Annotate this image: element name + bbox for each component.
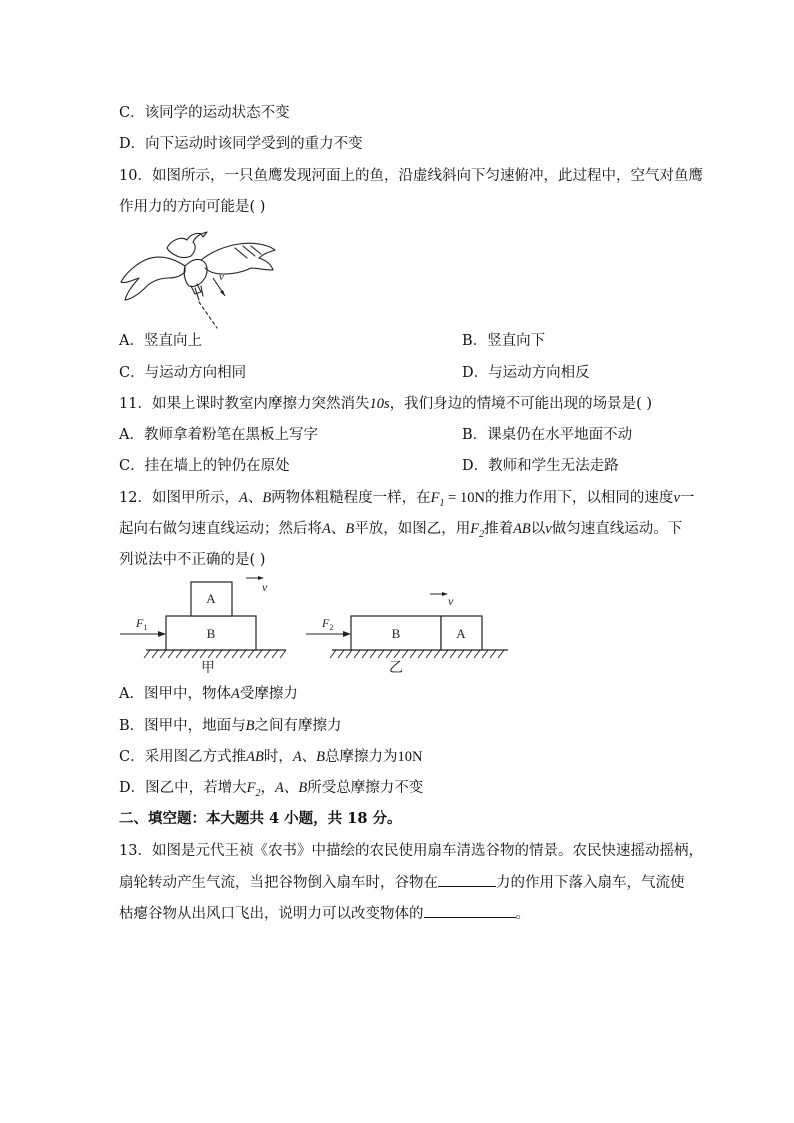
yi-velocity-label: v bbox=[448, 594, 454, 608]
q9-option-c: C．该同学的运动状态不变 bbox=[119, 105, 290, 121]
jia-label-a: A bbox=[206, 591, 216, 606]
q12-option-d-math2: B bbox=[298, 780, 308, 796]
q12-option-c-sep: 、 bbox=[301, 749, 317, 765]
q12-line2-end: 做匀速直线运动。下 bbox=[551, 521, 683, 537]
osprey-body bbox=[184, 259, 207, 286]
jia-label-b: B bbox=[206, 626, 216, 641]
q12-line2-mid: 平放，如图乙，用 bbox=[354, 521, 471, 537]
q12-line1-b: B bbox=[262, 490, 272, 506]
q11-stem-post: ，我们身边的情境不可能出现的场景是( ) bbox=[389, 396, 653, 412]
q12-option-c-math2: A bbox=[292, 749, 302, 765]
q12-line1-f1-sub: 1 bbox=[439, 497, 445, 509]
q12-option-d bbox=[119, 778, 423, 804]
q12-stem-line3: 列说法中不正确的是( ) bbox=[119, 552, 266, 568]
q12-line2-a: A bbox=[322, 521, 331, 537]
q12-option-d-mid: ， bbox=[260, 780, 275, 796]
velocity-label: v bbox=[219, 271, 224, 283]
osprey-left-wing bbox=[121, 257, 185, 300]
jia-force-arrowhead bbox=[158, 631, 166, 637]
q12-line2-pre: 起向右做匀速直线运动；然后将 bbox=[119, 521, 322, 537]
q12-option-c-math3: B bbox=[316, 749, 326, 765]
q13-line1: 13．如图是元代王祯《农书》中描绘的农民使用扇车清选谷物的情景。农民快速摇动摇柄， bbox=[119, 843, 703, 859]
osprey-feathers bbox=[235, 246, 261, 258]
q12-option-b-math: B bbox=[245, 718, 255, 734]
q11-option-a: A．教师拿着粉笔在黑板上写字 bbox=[119, 427, 318, 443]
q12-line1-eq: = 10N bbox=[444, 490, 485, 506]
q12-option-d-post: 所受总摩擦力不变 bbox=[307, 780, 424, 796]
q11-stem-math: 10s bbox=[369, 396, 390, 412]
q12-line1-end: 一 bbox=[679, 490, 695, 506]
osprey-right-wing bbox=[201, 243, 275, 274]
q12-stem-line1 bbox=[119, 488, 694, 514]
q11-stem bbox=[119, 394, 652, 414]
q12-line1-sep: 、 bbox=[247, 490, 263, 506]
q12-option-d-pre: D．图乙中，若增大 bbox=[119, 780, 247, 796]
q12-option-a-pre: A．图甲中，物体 bbox=[119, 686, 231, 702]
q13-blank-1[interactable] bbox=[438, 872, 496, 887]
q11-option-b: B．课桌仍在水平地面不动 bbox=[462, 427, 633, 443]
osprey-beak bbox=[201, 232, 207, 237]
q12-option-b bbox=[119, 716, 342, 736]
q12-option-a-math: A bbox=[230, 686, 240, 702]
q13-line3-post: 。 bbox=[515, 906, 530, 922]
q12-option-a bbox=[119, 684, 298, 704]
jia-ground-hatch bbox=[144, 650, 286, 658]
q13-line2 bbox=[119, 872, 685, 893]
q12-line1-mid: 两物体粗糙程度一样，在 bbox=[271, 490, 431, 506]
jia-force-label: $F_1$ bbox=[136, 616, 148, 632]
q13-line3-pre: 枯瘪谷物从出风口飞出，说明力可以改变物体的 bbox=[119, 906, 424, 922]
q11-stem-pre: 11．如果上课时教室内摩擦力突然消失 bbox=[119, 396, 370, 412]
q10-stem-line2: 作用力的方向可能是( ) bbox=[119, 199, 266, 215]
q12-option-d-f: F bbox=[246, 780, 256, 796]
q12-option-b-pre: B．图甲中，地面与 bbox=[119, 718, 246, 734]
q13-blank-2[interactable] bbox=[424, 903, 516, 918]
dive-path bbox=[199, 302, 217, 328]
q12-option-a-post: 受摩擦力 bbox=[239, 686, 298, 702]
q13-line3 bbox=[119, 903, 530, 924]
q12-line2-mid3: 以 bbox=[530, 521, 546, 537]
q12-line2-b: B bbox=[345, 521, 355, 537]
q12-option-c-mid: 时， bbox=[263, 749, 293, 765]
q12-line2-f2: F bbox=[470, 521, 480, 537]
q12-option-d-f-sub: 2 bbox=[255, 787, 261, 799]
yi-label-b: B bbox=[391, 626, 401, 641]
q12-figure bbox=[118, 574, 518, 678]
q12-line1-mid2: 的推力作用下，以相同的速度 bbox=[484, 490, 674, 506]
q13-line2-pre: 扇轮转动产生气流，当把谷物倒入扇车时，谷物在 bbox=[119, 875, 438, 891]
yi-force-label: $F_2$ bbox=[322, 616, 334, 632]
q12-line1-pre: 12．如图甲所示， bbox=[119, 490, 239, 506]
q12-line2-v: v bbox=[545, 521, 552, 537]
q11-option-d: D．教师和学生无法走路 bbox=[462, 458, 619, 474]
q12-stem-line2 bbox=[119, 519, 682, 545]
q12-option-c bbox=[119, 747, 423, 767]
osprey-head bbox=[167, 233, 201, 257]
section-2-heading: 二、填空题：本大题共 4 小题，共 18 分。 bbox=[119, 810, 402, 827]
q12-line2-f2-sub: 2 bbox=[479, 528, 485, 540]
q12-option-c-value: 10N bbox=[397, 749, 423, 765]
q12-line1-a: A bbox=[238, 490, 248, 506]
jia-caption: 甲 bbox=[201, 660, 215, 676]
figure-jia bbox=[120, 576, 286, 676]
q10-option-d: D．与运动方向相反 bbox=[462, 365, 590, 381]
q10-osprey-figure bbox=[115, 222, 285, 330]
velocity-arrowhead bbox=[220, 290, 225, 296]
q11-option-c: C．挂在墙上的钟仍在原处 bbox=[119, 458, 290, 474]
q12-line2-sep: 、 bbox=[330, 521, 346, 537]
osprey-drawing bbox=[121, 232, 275, 328]
q12-option-b-post: 之间有摩擦力 bbox=[254, 718, 342, 734]
q12-line2-mid2: 推着 bbox=[484, 521, 514, 537]
q12-option-c-pre: C．采用图乙方式推 bbox=[119, 749, 247, 765]
q10-option-c: C．与运动方向相同 bbox=[119, 365, 247, 381]
yi-label-a: A bbox=[456, 626, 466, 641]
figure-yi bbox=[306, 592, 508, 676]
q12-line1-f1: F bbox=[430, 490, 440, 506]
q12-option-d-math1: A bbox=[274, 780, 284, 796]
q10-option-b: B．竖直向下 bbox=[462, 333, 546, 349]
jia-velocity-label: v bbox=[262, 580, 268, 594]
yi-force-arrowhead bbox=[343, 631, 351, 637]
q12-option-c-mid2: 总摩擦力为 bbox=[325, 749, 398, 765]
yi-caption: 乙 bbox=[389, 660, 403, 676]
q12-option-d-sep: 、 bbox=[283, 780, 299, 796]
q10-stem-line1: 10．如图所示，一只鱼鹰发现河面上的鱼，沿虚线斜向下匀速俯冲，此过程中，空气对鱼鹰 bbox=[119, 168, 703, 184]
yi-ground-hatch bbox=[330, 650, 504, 658]
q12-option-c-math1: AB bbox=[246, 749, 264, 765]
q9-option-d: D．向下运动时该同学受到的重力不变 bbox=[119, 136, 363, 152]
q12-line2-ab: AB bbox=[513, 521, 531, 537]
q10-option-a: A．竖直向上 bbox=[119, 333, 202, 349]
q13-line2-post: 力的作用下落入扇车，气流使 bbox=[496, 875, 685, 891]
q12-line1-v: v bbox=[673, 490, 680, 506]
